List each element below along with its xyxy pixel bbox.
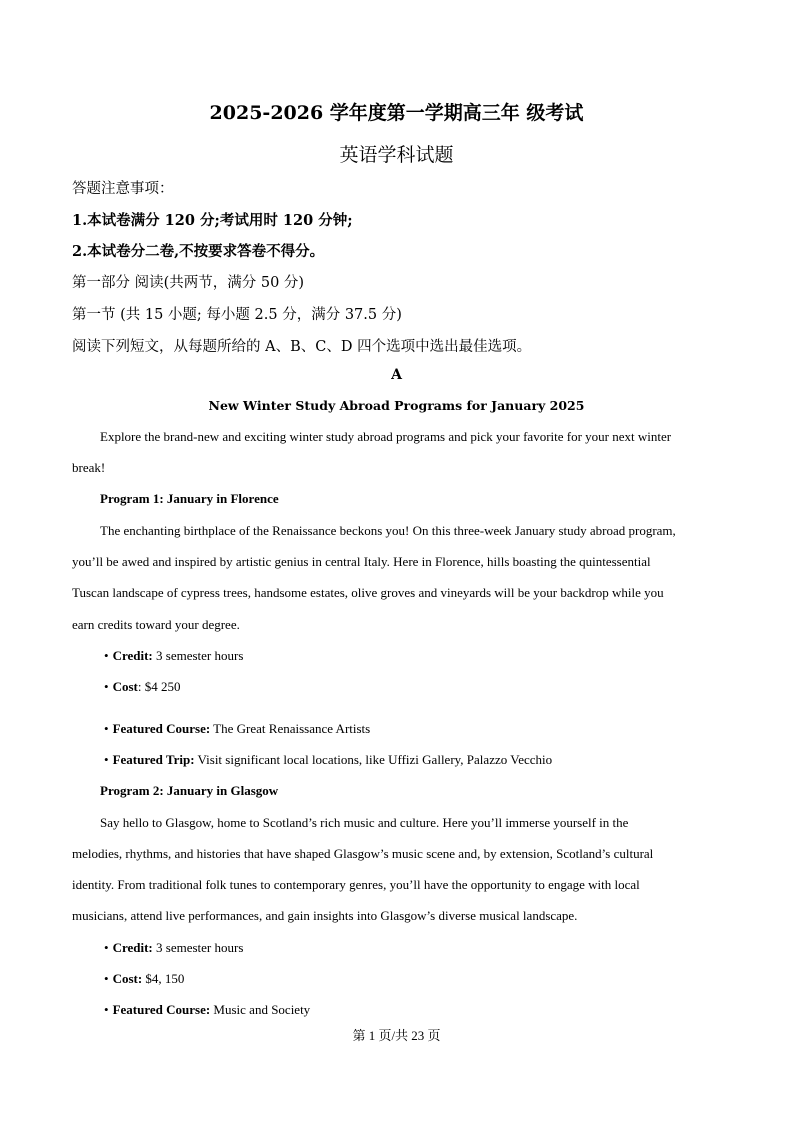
cost-value: $4, 150 [142, 971, 185, 986]
course-value: The Great Renaissance Artists [210, 721, 371, 736]
program-2-paragraph-line: Say hello to Glasgow, home to Scotland’s rich music and culture. Here you’ll immerse yourself in the [100, 815, 629, 830]
program-1-heading: Program 1: January in Florence [100, 491, 279, 506]
credit-label: Credit: [112, 940, 153, 955]
program-2-heading: Program 2: January in Glasgow [100, 783, 279, 798]
bullet-icon: • [104, 971, 109, 986]
bullet-icon: • [104, 940, 109, 955]
program-1-paragraph-line: earn credits toward your degree. [72, 617, 240, 632]
credit-value: 3 semester hours [152, 648, 244, 663]
program-1-trip [104, 752, 552, 768]
passage-title: New Winter Study Abroad Programs for January 2025 [208, 398, 585, 413]
program-2-course [104, 1002, 310, 1018]
credit-label: Credit: [112, 648, 153, 663]
course-label: Featured Course: [112, 721, 211, 736]
cost-label: Cost [112, 679, 138, 694]
program-1-paragraph-line: Tuscan landscape of cypress trees, handsome estates, olive groves and vineyards will be your backdrop while you [72, 585, 664, 600]
course-value: Music and Society [210, 1002, 311, 1017]
bullet-icon: • [104, 679, 109, 694]
course-label: Featured Course: [112, 1002, 211, 1017]
instruction-item-1: 1.本试卷满分 120 分;考试用时 120 分钟; [72, 212, 353, 229]
exam-subtitle: 英语学科试题 [339, 144, 454, 166]
intro-line: break! [72, 460, 106, 475]
program-1-course [104, 721, 370, 737]
program-2-paragraph-line: melodies, rhythms, and histories that have shaped Glasgow’s music scene and, by extension, Scotland’s cultural [72, 846, 654, 861]
cost-value: : $4 250 [137, 679, 181, 694]
program-2-paragraph-line: identity. From traditional folk tunes to contemporary genres, you’ll have the opportunity to engage with local [72, 877, 640, 892]
program-1-cost [104, 679, 180, 695]
section-heading: 第一节 (共 15 小题; 每小题 2.5 分，满分 37.5 分) [72, 307, 402, 323]
credit-value: 3 semester hours [152, 940, 244, 955]
program-1-paragraph-line: The enchanting birthplace of the Renaissance beckons you! On this three-week January study abroad program, [100, 523, 676, 538]
program-2-cost [104, 971, 184, 987]
exam-title: 2025-2026 学年度第一学期高三年 级考试 [209, 102, 584, 124]
bullet-icon: • [104, 1002, 109, 1017]
intro-line: Explore the brand-new and exciting winter study abroad programs and pick your favorite for your next winter [100, 429, 672, 444]
instruction-item-2: 2.本试卷分二卷,不按要求答卷不得分。 [72, 243, 325, 260]
page-number: 第 1 页/共 23 页 [352, 1028, 441, 1043]
passage-label: A [391, 367, 402, 383]
instructions-heading: 答题注意事项： [72, 181, 174, 197]
bullet-icon: • [104, 752, 109, 767]
reading-direction: 阅读下列短文，从每题所给的 A、B、C、D 四个选项中选出最佳选项。 [72, 339, 532, 355]
program-1-credit [104, 648, 243, 664]
program-1-paragraph-line: you’ll be awed and inspired by artistic genius in central Italy. Here in Florence, hills boasting the quintessential [72, 554, 651, 569]
program-2-paragraph-line: musicians, attend live performances, and gain insights into Glasgow’s diverse musical landscape. [72, 908, 578, 923]
trip-value: Visit significant local locations, like Uffizi Gallery, Palazzo Vecchio [194, 752, 553, 767]
bullet-icon: • [104, 721, 109, 736]
program-2-credit [104, 940, 243, 956]
part-heading: 第一部分 阅读(共两节，满分 50 分) [72, 275, 305, 291]
bullet-icon: • [104, 648, 109, 663]
trip-label: Featured Trip: [112, 752, 195, 767]
cost-label: Cost: [112, 971, 143, 986]
